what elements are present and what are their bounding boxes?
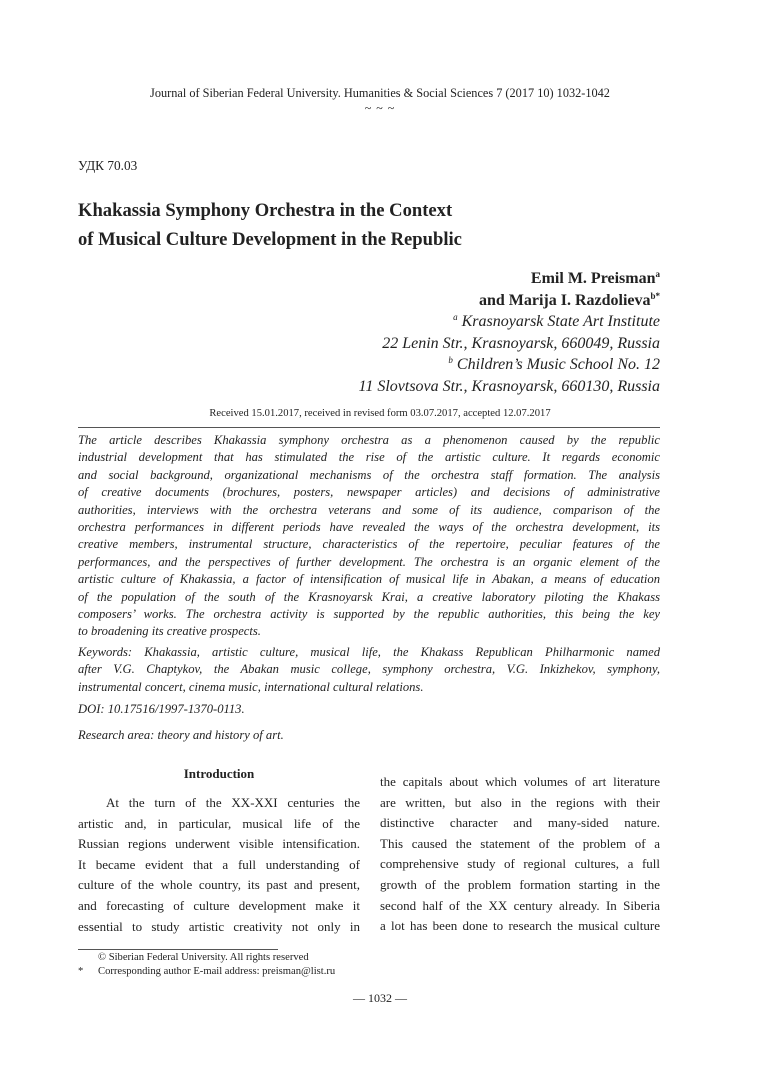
introduction-heading: Introduction	[183, 766, 255, 781]
abstract-line: The article describes Khakassia symphony orchestra as a phenomenon caused by the republic	[78, 433, 660, 447]
copyright-footnote: © Siberian Federal University. All rights reserved	[98, 952, 309, 963]
udk-code: УДК 70.03	[78, 158, 138, 173]
body-line: It became evident that a full understanding of	[78, 856, 360, 872]
body-line: culture of the whole country, its past and present,	[78, 877, 360, 893]
author-block	[359, 268, 660, 397]
body-line: essential to study artistic creativity not only in	[78, 918, 360, 934]
received-dates: Received 15.01.2017, received in revised form 03.07.2017, accepted 12.07.2017	[209, 408, 551, 419]
doi: DOI: 10.17516/1997-1370-0113.	[78, 702, 245, 716]
footnote-divider	[78, 949, 278, 950]
body-line: second half of the XX century already. In Siberia	[380, 897, 660, 913]
body-line: At the turn of the XX-XXI centuries the	[106, 795, 360, 810]
title-line-1: Khakassia Symphony Orchestra in the Context	[78, 200, 453, 221]
abstract-line: and social background, organizational mechanisms of the orchestra staff formation. The analysis	[78, 467, 660, 482]
abstract-line: creative members, instrumental structure, characteristics of the repertoire, peculiar features of the	[78, 537, 660, 552]
abstract-line: industrial development that has stimulated the rise of the artistic culture. It regards economic	[78, 450, 660, 465]
research-area: Research area: theory and history of art.	[78, 728, 284, 742]
abstract-line: of creative documents (brochures, posters, newspaper articles) and decisions of administrative	[78, 485, 660, 500]
abstract-divider	[78, 427, 660, 428]
author-2-sup: b*	[650, 290, 660, 301]
body-line: comprehensive study of regional cultures, a full	[380, 856, 660, 872]
abstract-line: to broadening its creative prospects.	[78, 624, 261, 639]
keywords	[78, 644, 660, 696]
corresponding-author-footnote: * Corresponding author E-mail address: preisman@list.ru	[78, 966, 336, 977]
abstract-line: authorities, interviews with the orchestra veterans and some of its audience, comparison of the	[78, 502, 660, 517]
body-line: Russian regions underwent visible intensification.	[78, 836, 360, 852]
footnote-marker: *	[78, 966, 84, 977]
body-column-right	[380, 772, 660, 937]
affiliation-a-address: 22 Lenin Str., Krasnoyarsk, 660049, Russia	[382, 334, 660, 352]
body-line: This caused the statement of the problem of a	[380, 835, 660, 851]
body-line: artistic and, in particular, musical life of the	[78, 815, 360, 831]
author-1-sup: a	[655, 269, 660, 279]
header-ornament: ~ ~ ~	[364, 101, 396, 115]
body-line: are written, but also in the regions with their	[380, 794, 660, 810]
body-line: a lot has been done to research the musical culture	[380, 918, 660, 934]
abstract-line: orchestra performances in different periods have revealed the ways of the orchestra development, its	[78, 520, 660, 535]
author-1: Emil M. Preisman$^a$	[530, 269, 660, 287]
title-line-2: of Musical Culture Development in the Republic	[78, 229, 462, 250]
body-line: the capitals about which volumes of art literature	[380, 774, 660, 789]
page-number: — 1032 —	[353, 991, 407, 1005]
abstract-line: performances, and the perspectives of further development. The orchestra is an organic element of the	[78, 554, 660, 569]
article-title	[78, 196, 678, 254]
abstract-line: artistic culture of Khakassia, a factor of intensification of musical life in Abakan, a means of education	[78, 572, 660, 587]
keywords-line: after V.G. Chaptykov, the Abakan music college, symphony orchestra, V.G. Inkizhekov, symphony,	[78, 662, 660, 677]
abstract-line: of the population of the south of the Krasnoyarsk Krai, a creative laboratory piloting the Khakass	[78, 589, 660, 604]
journal-header: Journal of Siberian Federal University. Humanities & Social Sciences 7 (2017 10) 1032-1042	[150, 86, 610, 100]
keywords-line: Keywords: Khakassia, artistic culture, musical life, the Khakass Republican Philharmonic named	[78, 645, 660, 659]
body-column-left	[78, 793, 360, 937]
body-line: and forecasting of culture development make it	[78, 897, 360, 913]
abstract-line: composers’ works. The orchestra activity is supported by the republic authorities, this being the key	[78, 607, 660, 622]
abstract	[78, 432, 660, 641]
keywords-line: instrumental concert, cinema music, international cultural relations.	[78, 679, 424, 694]
affiliation-b-address: 11 Slovtsova Str., Krasnoyarsk, 660130, Russia	[358, 377, 660, 395]
affiliation-a: $^a$ Krasnoyarsk State Art Institute	[453, 312, 660, 330]
affiliation-b: $^b$ Children’s Music School No. 12	[448, 355, 660, 373]
author-2: and Marija I. Razdolieva$^{b*}$	[478, 290, 660, 309]
body-line: distinctive character and many-sided nature.	[380, 815, 660, 831]
body-line: growth of the problem formation starting in the	[380, 876, 660, 892]
